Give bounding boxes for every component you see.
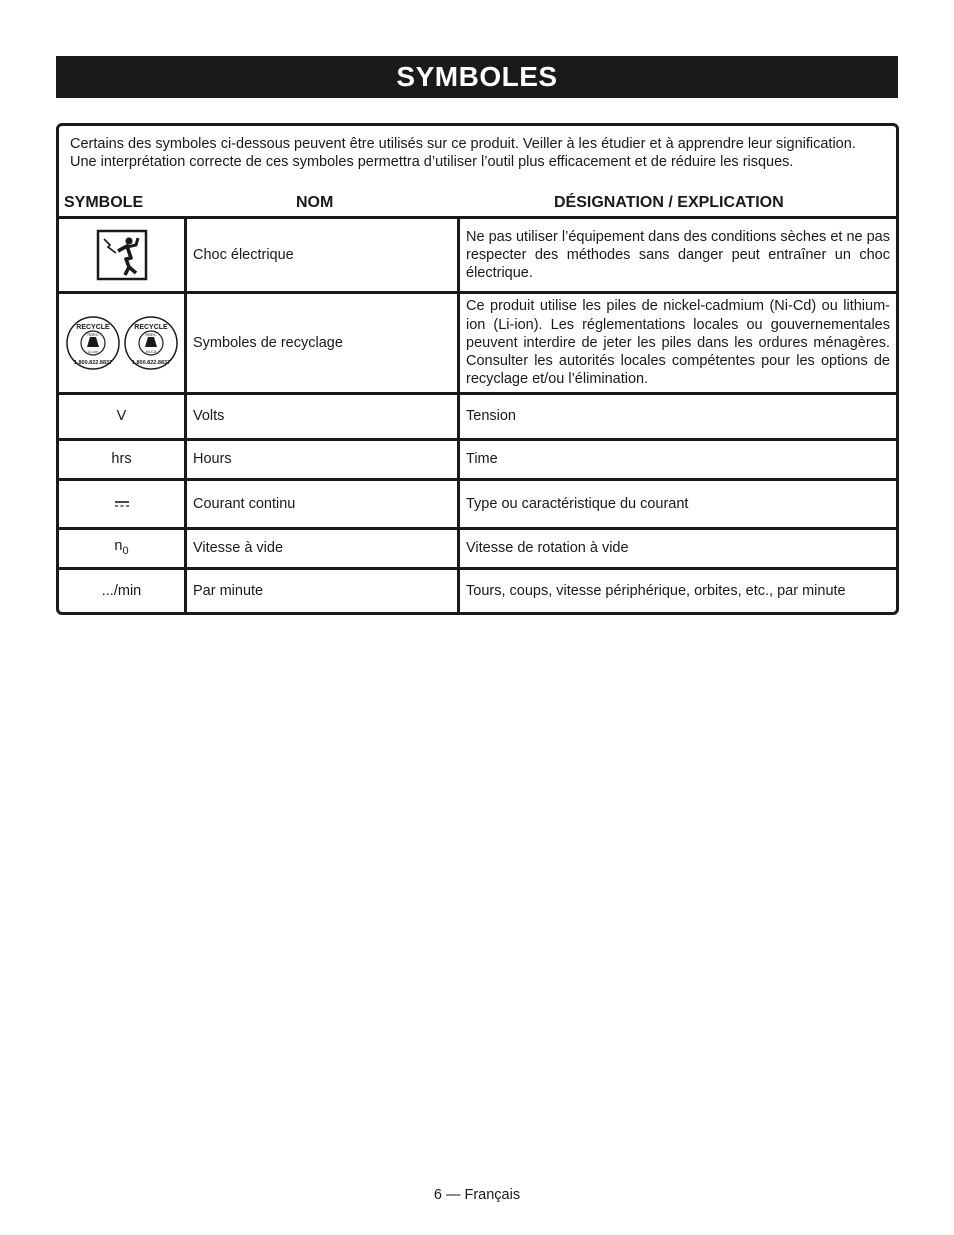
table-row — [59, 394, 896, 440]
row-explanation: Type ou caractéristique du courant — [459, 480, 897, 529]
intro-text: Certains des symboles ci-dessous peuvent être utilisés sur ce produit. Veiller à les étudier et à apprendre leur signification. Une interprétation correcte de ces symboles permettra d’utiliser l’outil plus efficacement et de réduire les risques. — [70, 136, 856, 170]
svg-text:Ni-Cd: Ni-Cd — [145, 349, 157, 354]
row-name: Courant continu — [186, 480, 459, 529]
row-symbol: hrs — [59, 440, 186, 480]
svg-text:1.800.822.8837: 1.800.822.8837 — [73, 360, 113, 366]
row-explanation: Tension — [459, 394, 897, 440]
row-explanation: Tours, coups, vitesse périphérique, orbites, etc., par minute — [459, 569, 897, 612]
table-row — [59, 440, 896, 480]
row-explanation: Vitesse de rotation à vide — [459, 529, 897, 569]
table-row — [59, 529, 896, 569]
row-explanation: Ce produit utilise les piles de nickel-cadmium (Ni-Cd) ou lithium-ion (Li-ion). Les réglementations locales ou gouvernementales peuvent interdire de jeter les piles dans les ordures ménagères. Consulter les autorités locales compétentes pour les options de recyclage et/ou l’élimination. — [459, 293, 897, 394]
page-title: SYMBOLES — [56, 56, 898, 98]
svg-text:RBRC: RBRC — [145, 332, 157, 337]
svg-text:RECYCLE: RECYCLE — [134, 324, 168, 331]
symbols-table — [59, 216, 896, 612]
table-row — [59, 218, 896, 293]
recycle-seal-icons — [65, 315, 179, 371]
row-name: Volts — [186, 394, 459, 440]
svg-text:RBRC: RBRC — [87, 332, 99, 337]
svg-text:Li-ion: Li-ion — [88, 349, 98, 354]
electric-shock-icon — [96, 229, 148, 281]
row-name: Symboles de recyclage — [186, 293, 459, 394]
row-symbol: $n_0$ — [59, 529, 186, 569]
direct-current-icon — [114, 499, 130, 509]
table-row — [59, 569, 896, 612]
header-name: NOM — [296, 194, 334, 211]
header-symbol: SYMBOLE — [64, 194, 144, 211]
row-explanation: Time — [459, 440, 897, 480]
svg-text:RECYCLE: RECYCLE — [76, 324, 110, 331]
header-designation: DÉSIGNATION / EXPLICATION — [554, 194, 784, 211]
row-name: Par minute — [186, 569, 459, 612]
row-name: Vitesse à vide — [186, 529, 459, 569]
row-explanation: Ne pas utiliser l’équipement dans des conditions sèches et ne pas respecter des méthodes sans danger peut entraîner un choc électrique. — [459, 218, 897, 293]
row-symbol: V — [59, 394, 186, 440]
row-name: Hours — [186, 440, 459, 480]
table-row — [59, 293, 896, 394]
row-symbol: .../min — [59, 569, 186, 612]
page-footer: 6 — Français — [433, 1187, 521, 1203]
row-name: Choc électrique — [186, 218, 459, 293]
symbols-table-box — [56, 123, 899, 615]
svg-text:1.800.822.8837: 1.800.822.8837 — [131, 360, 171, 366]
table-row — [59, 480, 896, 529]
